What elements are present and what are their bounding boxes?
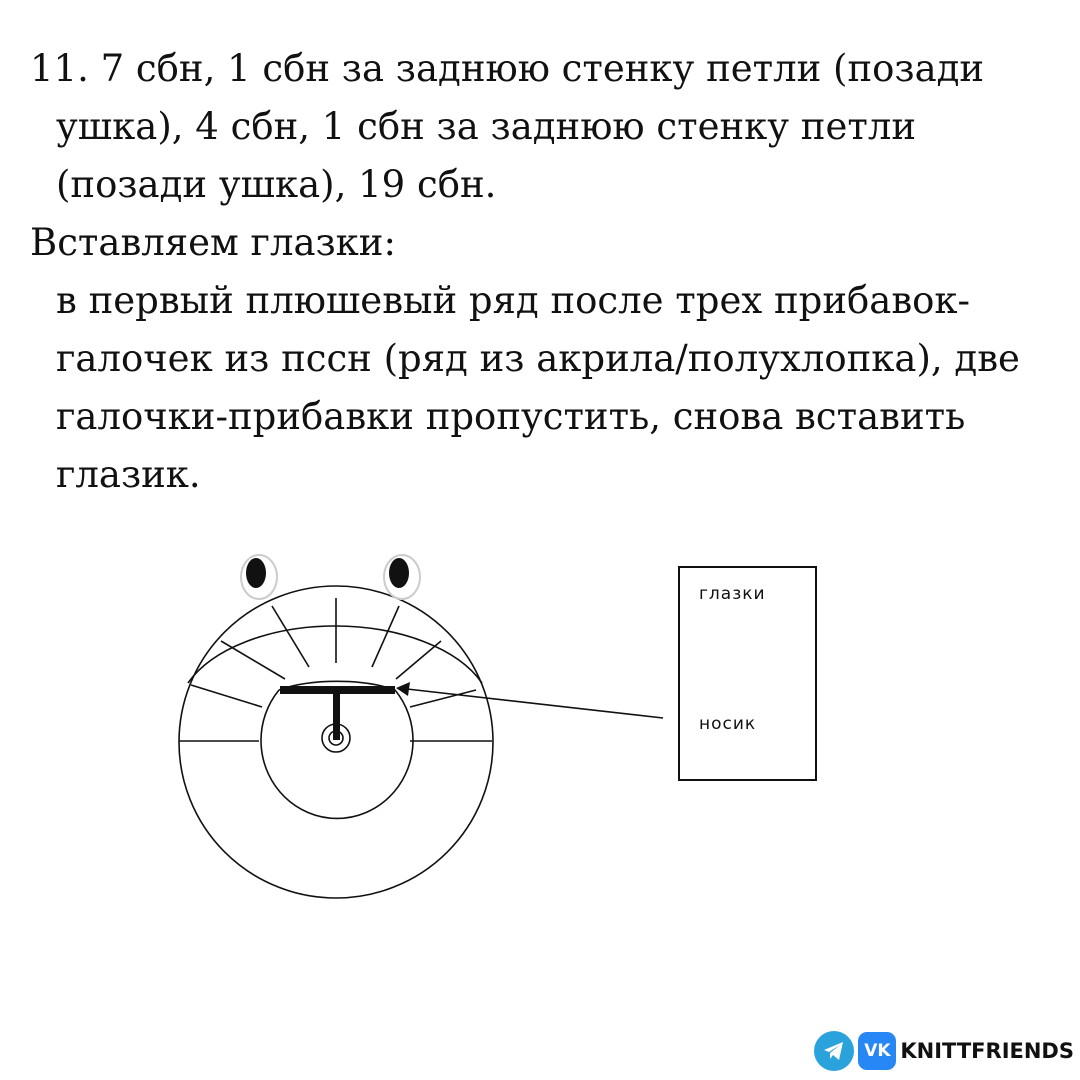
eyes-line-1: в первый плюшевый ряд после трех прибавок- — [56, 279, 971, 322]
row-11-line-1: 11. 7 сбн, 1 сбн за заднюю стенку петли (позади — [30, 47, 985, 90]
brand-name: KNITTFRIENDS — [900, 1039, 1074, 1063]
stitch-line — [272, 606, 309, 667]
instruction-text — [30, 40, 1070, 504]
stitch-line — [191, 685, 262, 707]
footer-brand — [814, 1030, 1074, 1072]
crochet-diagram — [0, 540, 1080, 920]
eyes-line-3: галочки-прибавки пропустить, снова вставить — [56, 395, 966, 438]
eyes-line-4: глазик. — [56, 453, 201, 496]
left-eye-icon — [241, 555, 277, 599]
legend-eyes-label: глазки — [699, 584, 766, 604]
right-eye-icon — [384, 555, 420, 599]
stitch-line — [372, 606, 399, 667]
legend-nose-label: носик — [699, 714, 757, 734]
row-11-line-3: (позади ушка), 19 сбн. — [56, 163, 497, 206]
eyes-heading: Вставляем глазки: — [30, 221, 396, 264]
row-11-line-2: ушка), 4 сбн, 1 сбн за заднюю стенку петли — [56, 105, 916, 148]
vk-icon[interactable]: VK — [858, 1032, 896, 1070]
eyes-line-2: галочек из пссн (ряд из акрила/полухлопка), две — [56, 337, 1020, 380]
legend-box — [678, 566, 817, 781]
stitch-line — [396, 641, 441, 679]
nose-stem — [333, 690, 340, 740]
stitch-line — [221, 641, 285, 679]
pointer-line — [407, 689, 663, 718]
telegram-icon[interactable] — [814, 1031, 854, 1071]
upper-arc — [188, 626, 482, 683]
